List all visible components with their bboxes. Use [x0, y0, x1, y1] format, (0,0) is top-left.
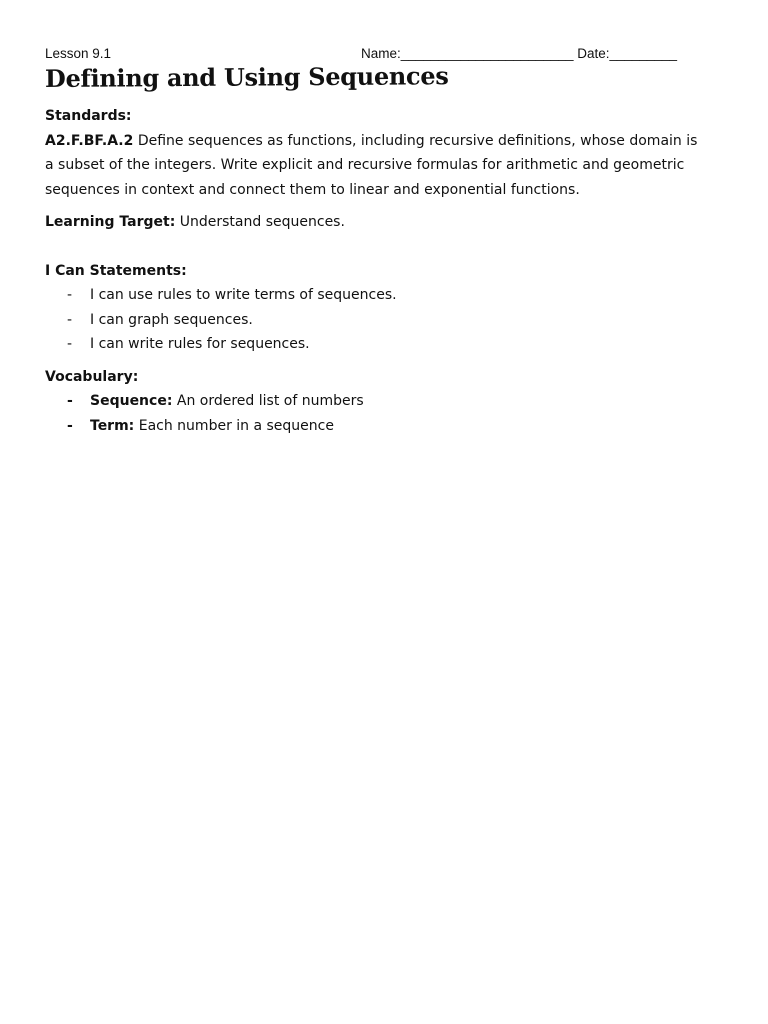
i-can-item: I can use rules to write terms of sequences.	[90, 287, 397, 303]
standard-text: Define sequences as functions, including recursive definitions, whose domain is a subset of the integers. Write explicit and recursive formulas for arithmetic and geometric sequences in context and connect them to linear and exponential functions.	[45, 132, 698, 198]
vocab-definition: An ordered list of numbers	[176, 393, 364, 409]
vocabulary-heading: Vocabulary:	[45, 368, 139, 385]
list-item	[45, 308, 710, 333]
standard-code: A2.F.BF.A.2	[45, 132, 134, 149]
list-item	[45, 283, 710, 308]
standards-heading: Standards:	[45, 108, 132, 124]
learning-target-label: Learning Target:	[45, 214, 176, 230]
name-date-line: Name:_______________________ Date:_________	[361, 46, 678, 61]
dash-bullet: -	[67, 287, 73, 303]
list-item	[45, 332, 710, 357]
page-title: Defining and Using Sequences	[44, 61, 449, 93]
i-can-item: I can graph sequences.	[90, 311, 253, 328]
lesson-label: Lesson 9.1	[45, 46, 112, 61]
dash-bullet: -	[67, 336, 73, 352]
vocabulary-list	[45, 389, 710, 438]
worksheet-content	[45, 104, 710, 438]
learning-target-text: Understand sequences.	[179, 214, 345, 230]
learning-target	[45, 210, 710, 235]
dash-bullet: -	[67, 417, 73, 434]
i-can-list	[45, 283, 710, 357]
vocab-term: Term:	[90, 417, 135, 434]
i-can-item: I can write rules for sequences.	[90, 336, 310, 352]
vocab-term: Sequence:	[90, 393, 173, 409]
list-item	[45, 414, 710, 439]
i-can-heading: I Can Statements:	[45, 262, 187, 279]
vocab-definition: Each number in a sequence	[138, 417, 334, 434]
dash-bullet: -	[67, 393, 73, 409]
dash-bullet: -	[67, 311, 73, 328]
list-item	[45, 389, 710, 414]
standards-paragraph	[45, 129, 710, 203]
